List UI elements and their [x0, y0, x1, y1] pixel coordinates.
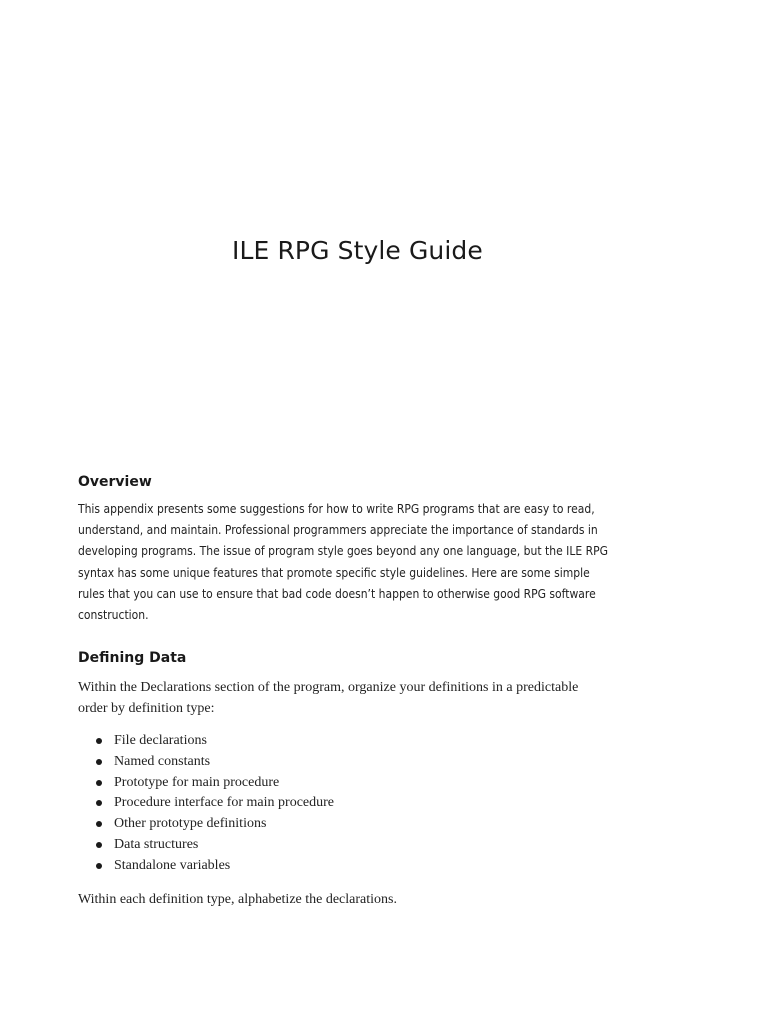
list-item-label: Procedure interface for main procedure — [114, 795, 334, 811]
overview-line: rules that you can use to ensure that bad code doesn’t happen to otherwise good RPG software — [78, 586, 596, 601]
appendix-title: ILE RPG Style Guide — [232, 236, 483, 265]
list-item — [78, 814, 334, 835]
list-item — [78, 856, 334, 877]
list-item — [78, 731, 334, 752]
bullet-icon — [96, 863, 102, 869]
overview-heading: Overview — [78, 474, 152, 490]
defining-data-intro — [78, 677, 638, 719]
list-item-label: File declarations — [114, 733, 207, 748]
overview-line: This appendix presents some suggestions for how to write RPG programs that are easy to read, — [78, 502, 595, 516]
list-item — [78, 793, 334, 814]
list-item — [78, 752, 334, 773]
overview-line: construction. — [78, 608, 149, 623]
intro-line: Within the Declarations section of the program, organize your definitions in a predictable — [78, 680, 579, 695]
closing-paragraph: Within each definition type, alphabetize the declarations. — [78, 892, 397, 907]
overview-line: syntax has some unique features that promote specific style guidelines. Here are some simple — [78, 565, 590, 580]
list-item-label: Other prototype definitions — [114, 816, 267, 832]
intro-line: order by definition type: — [78, 701, 215, 716]
defining-data-heading: Defining Data — [78, 650, 187, 666]
list-item-label: Prototype for main procedure — [114, 774, 280, 790]
bullet-icon — [96, 759, 102, 765]
bullet-icon — [96, 842, 102, 848]
overview-line: developing programs. The issue of program style goes beyond any one language, but the ILE RPG — [78, 544, 608, 559]
list-item — [78, 773, 334, 794]
bullet-icon — [96, 738, 102, 744]
overview-paragraph — [78, 499, 638, 626]
list-item — [78, 835, 334, 856]
overview-line: understand, and maintain. Professional programmers appreciate the importance of standards in — [78, 523, 598, 538]
bullet-icon — [96, 780, 102, 786]
list-item-label: Data structures — [114, 836, 199, 852]
bullet-icon — [96, 821, 102, 827]
bullet-icon — [96, 800, 102, 806]
list-item-label: Named constants — [114, 753, 211, 769]
list-item-label: Standalone variables — [114, 857, 231, 873]
definition-order-list — [78, 731, 334, 877]
